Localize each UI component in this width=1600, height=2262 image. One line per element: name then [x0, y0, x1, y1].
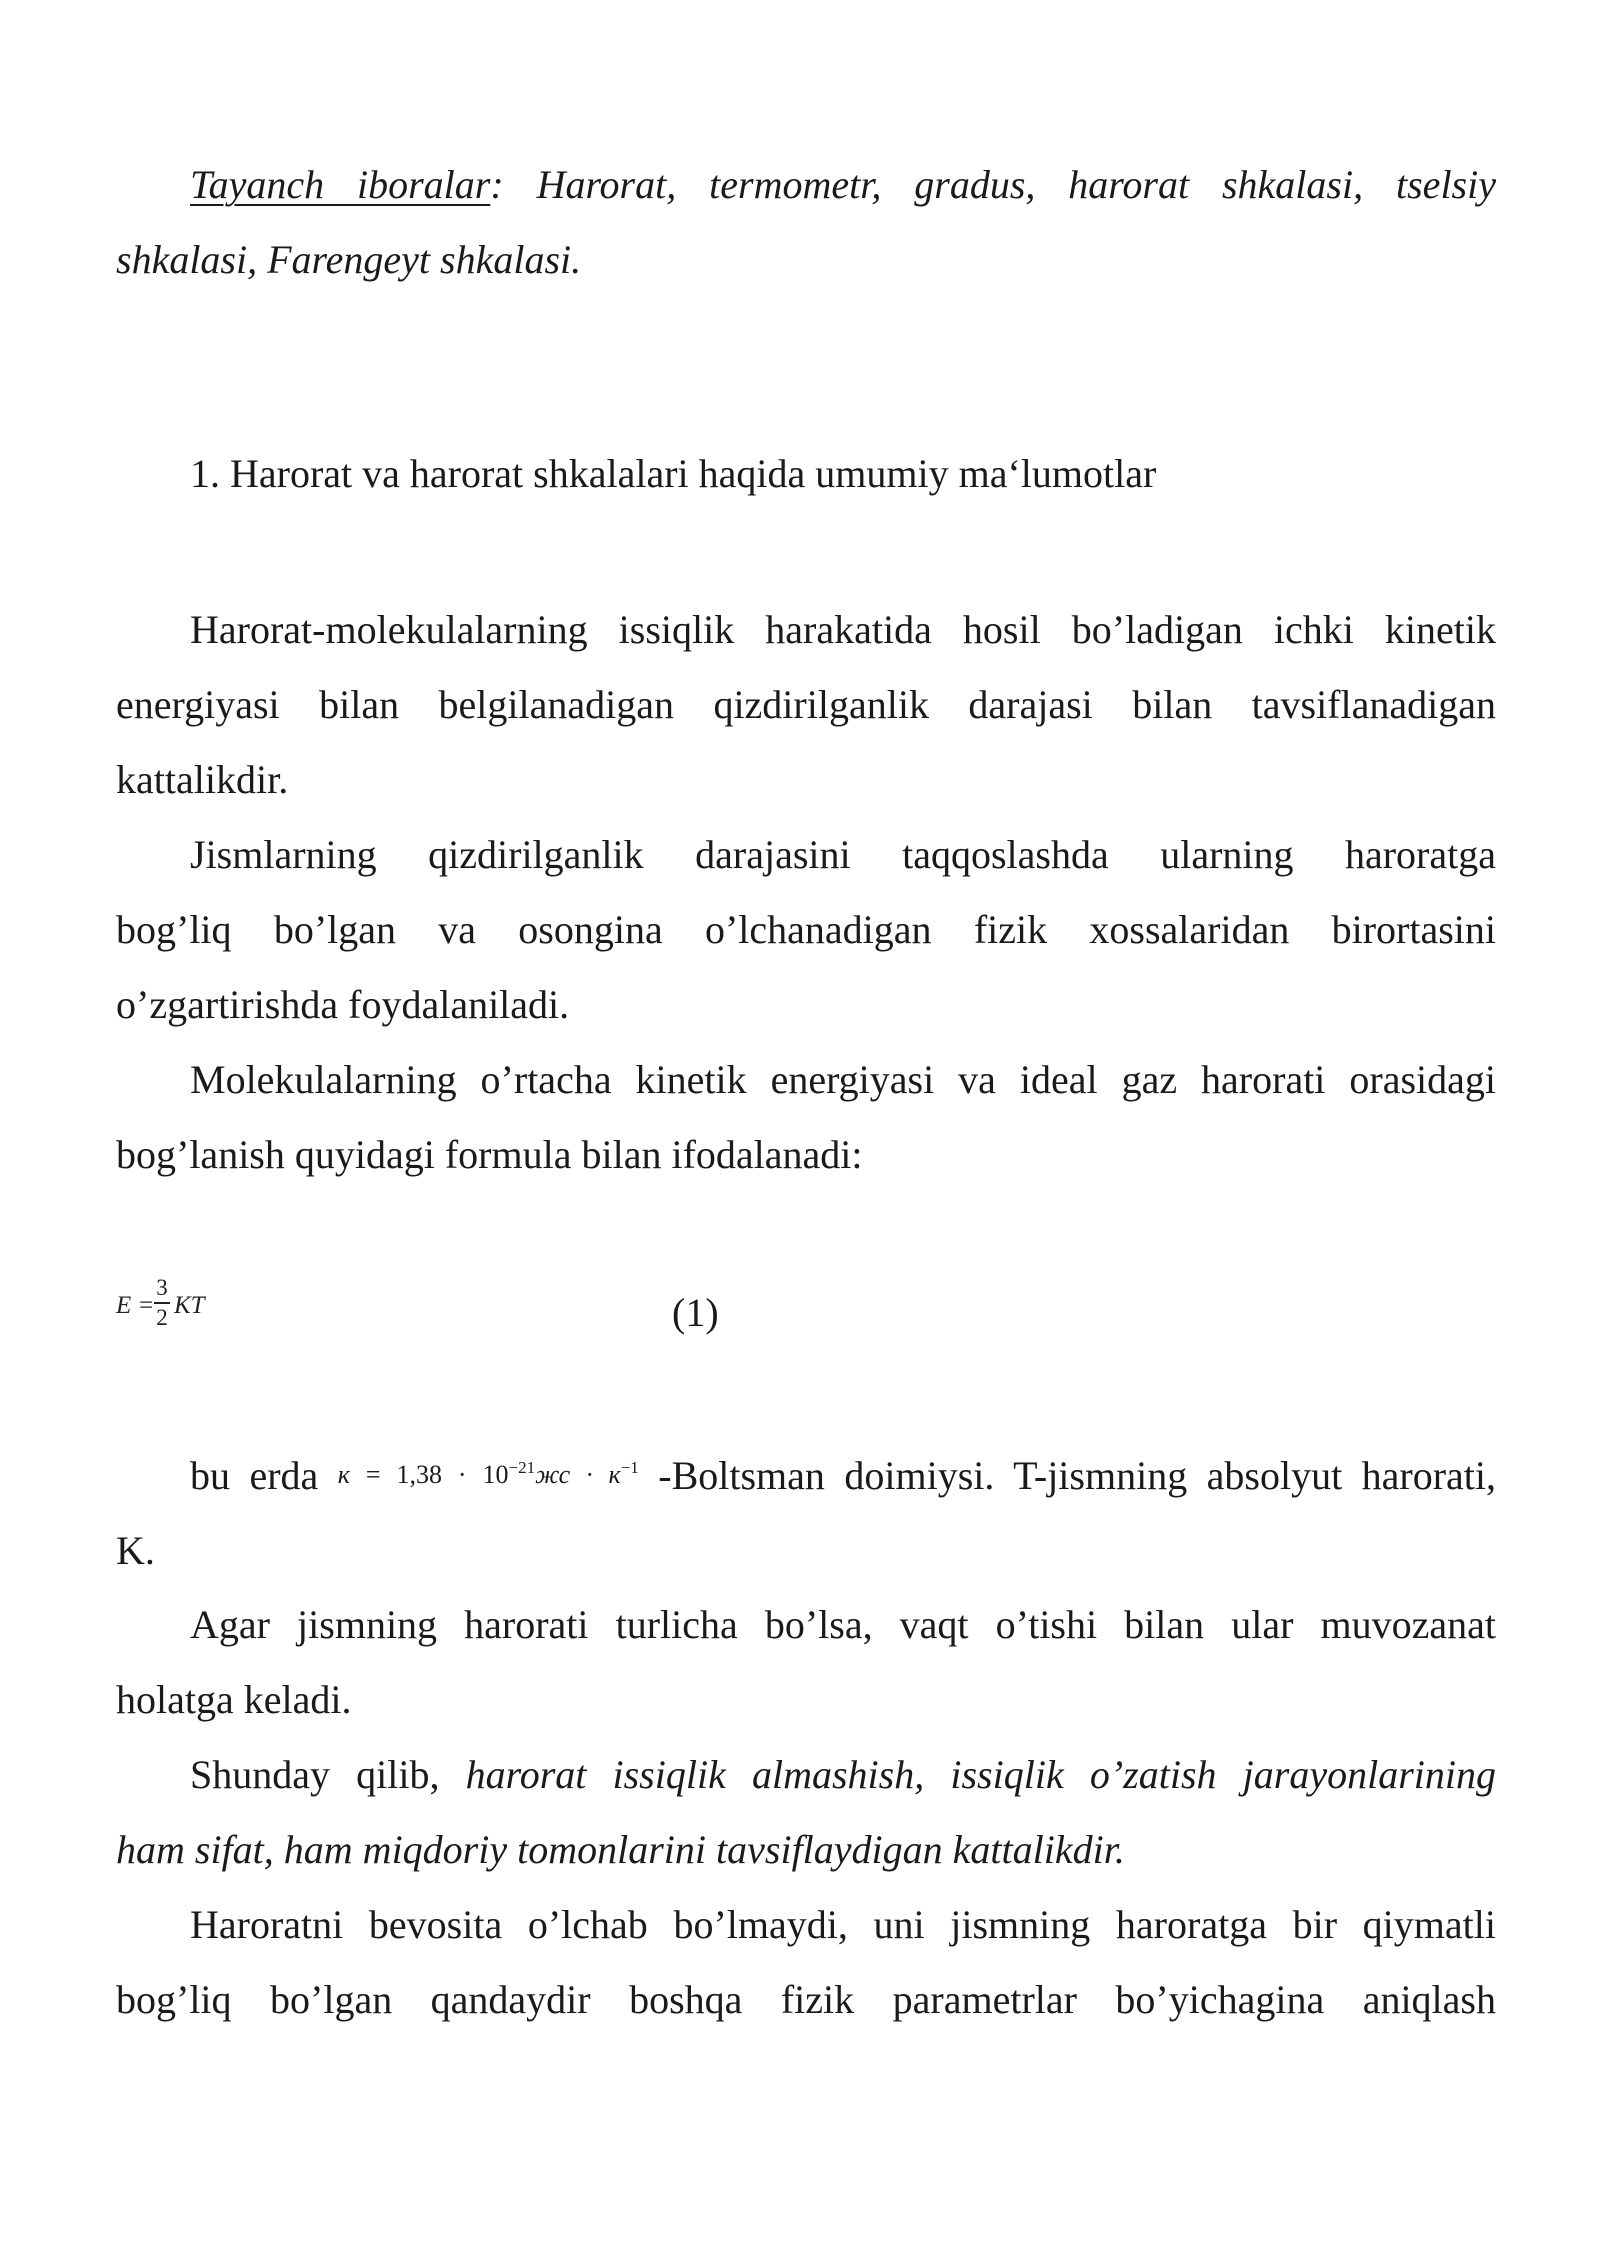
paragraph-2-line-1: Jismlarning qizdirilganlik darajasini taqqoslashda ularning haroratga — [190, 832, 1496, 877]
formula-numerator: 3 — [156, 1275, 168, 1300]
keywords-label: Tayanch iboralar — [190, 162, 491, 207]
equation-number: (1) — [672, 1290, 719, 1335]
keywords-line-1: Tayanch iboralar: Harorat, termometr, gradus, harorat shkalasi, tselsiy — [190, 162, 1496, 207]
paragraph-6 — [116, 1737, 1496, 1887]
paragraph-4-line-1: bu erda $к = 1,38 \cdot 10^{-21}жс \cdot к^{-1}$ -Boltsman doimiysi. T-jismning absolyut harorati, — [190, 1453, 1497, 1498]
paragraph-3 — [116, 1042, 1496, 1192]
formula-fraction-bar — [154, 1302, 170, 1304]
section-heading: 1. Harorat va harorat shkalalari haqida umumiy ma‘lumotlar — [190, 451, 1157, 496]
formula-denominator: 2 — [156, 1305, 168, 1330]
keywords-line-2: shkalasi, Farengeyt shkalasi. — [116, 237, 582, 282]
formula-energy — [116, 1266, 236, 1346]
formula-lhs: E = — [116, 1292, 155, 1319]
paragraph-2 — [116, 817, 1496, 1042]
paragraph-1 — [116, 592, 1496, 817]
paragraph-6-line-1: Shunday qilib, harorat issiqlik almashish, issiqlik o’zatish jarayonlarining — [190, 1752, 1496, 1797]
paragraph-5 — [116, 1587, 1496, 1737]
paragraph-2-line-2: bog’liq bo’lgan va osongina o’lchanadigan fizik xossalaridan birortasini — [116, 907, 1496, 952]
paragraph-3-line-1: Molekulalarning o’rtacha kinetik energiyasi va ideal gaz harorati orasidagi — [190, 1057, 1496, 1102]
paragraph-1-line-2: energiyasi bilan belgilanadigan qizdirilganlik darajasi bilan tavsiflanadigan — [116, 682, 1496, 727]
paragraph-5-line-2: holatga keladi. — [116, 1677, 352, 1722]
paragraph-7-line-1: Haroratni bevosita o’lchab bo’lmaydi, uni jismning haroratga bir qiymatli — [190, 1902, 1496, 1947]
boltzmann-constant-formula: $к = 1,38 \cdot 10^{-21}жс \cdot к^{-1}$ — [337, 1458, 639, 1489]
formula-rhs: KT — [174, 1292, 205, 1319]
paragraph-7 — [116, 1887, 1496, 2037]
paragraph-1-line-1: Harorat-molekulalarning issiqlik harakatida hosil bo’ladigan ichki kinetik — [190, 607, 1496, 652]
paragraph-2-line-3: o’zgartirishda foydalaniladi. — [116, 982, 570, 1027]
formula-fraction — [154, 1276, 170, 1330]
keywords-paragraph — [116, 147, 1496, 297]
paragraph-7-line-2: bog’liq bo’lgan qandaydir boshqa fizik parametrlar bo’yichagina aniqlash — [116, 1977, 1496, 2022]
paragraph-6-line-2: ham sifat, ham miqdoriy tomonlarini tavsiflaydigan kattalikdir. — [116, 1827, 1125, 1872]
paragraph-4 — [116, 1437, 1496, 1588]
paragraph-5-line-1: Agar jismning harorati turlicha bo’lsa, vaqt o’tishi bilan ular muvozanat — [190, 1602, 1496, 1647]
paragraph-1-line-3: kattalikdir. — [116, 757, 289, 802]
paragraph-3-line-2: bog’lanish quyidagi formula bilan ifodalanadi: — [116, 1132, 863, 1177]
paragraph-4-line-2: K. — [116, 1528, 155, 1573]
